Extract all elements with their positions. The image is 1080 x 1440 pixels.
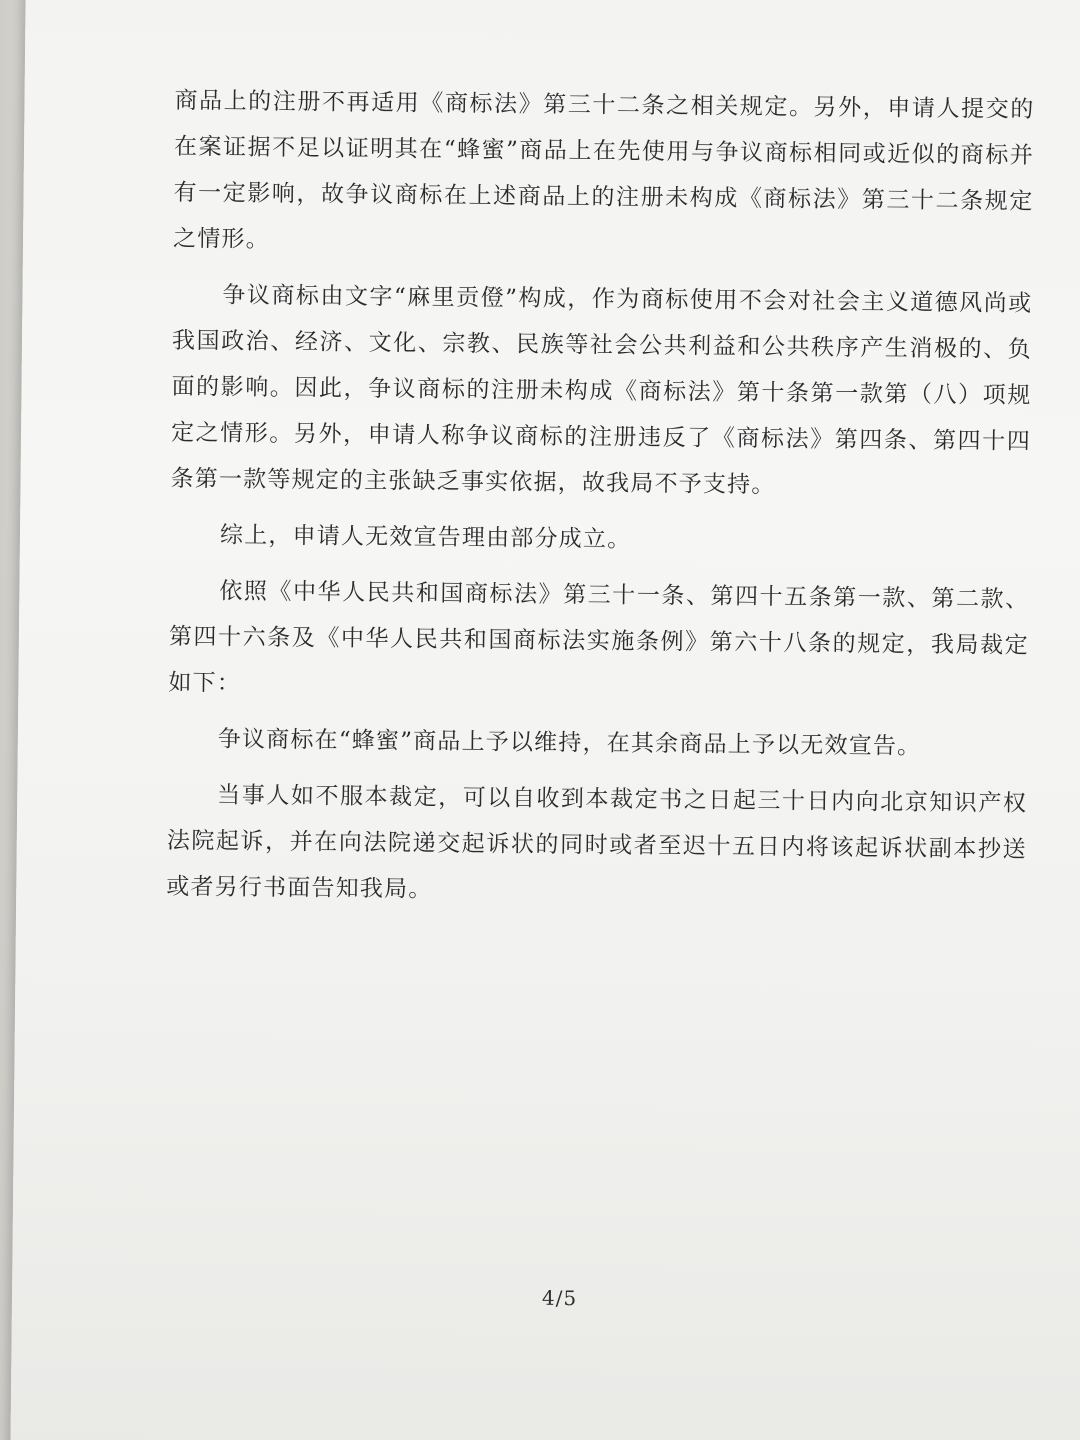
paragraph-legal-basis: 依照《中华人民共和国商标法》第三十一条、第四十五条第一款、第二款、第四十六条及《中华人民共和国商标法实施条例》第六十八条的规定，我局裁定如下： <box>168 578 1030 697</box>
paragraph-appeal-notice: 当事人如不服本裁定，可以自收到本裁定书之日起三十日内向北京知识产权法院起诉，并在向法院递交起诉状的同时或者至迟十五日内将该起诉状副本抄送或者另行书面告知我局。 <box>166 782 1028 903</box>
document-body <box>166 78 1035 929</box>
paragraph-summary: 综上，申请人无效宣告理由部分成立。 <box>219 522 632 553</box>
paragraph-continuation: 商品上的注册不再适用《商标法》第三十二条之相关规定。另外，申请人提交的在案证据不足以证明其在“蜂蜜”商品上在先使用与争议商标相同或近似的商标并有一定影响，故争议商标在上述商品上的注册未构成《商标法》第三十二条规定之情形。 <box>172 87 1035 253</box>
page-number: 4/5 <box>541 1285 578 1311</box>
document-page <box>10 0 1080 1440</box>
paragraph-trademark-composition: 争议商标由文字“麻里贡僜”构成，作为商标使用不会对社会主义道德风尚或我国政治、经济、文化、宗教、民族等社会公共利益和公共秩序产生消极的、负面的影响。因此，争议商标的注册未构成《商标法》第十条第一款第（八）项规定之情形。另外，申请人称争议商标的注册违反了《商标法》第四条、第四十四条第一款等规定的主张缺乏事实依据，故我局不予支持。 <box>170 282 1033 499</box>
paragraph-ruling: 争议商标在“蜂蜜”商品上予以维持，在其余商品上予以无效宣告。 <box>217 726 922 760</box>
